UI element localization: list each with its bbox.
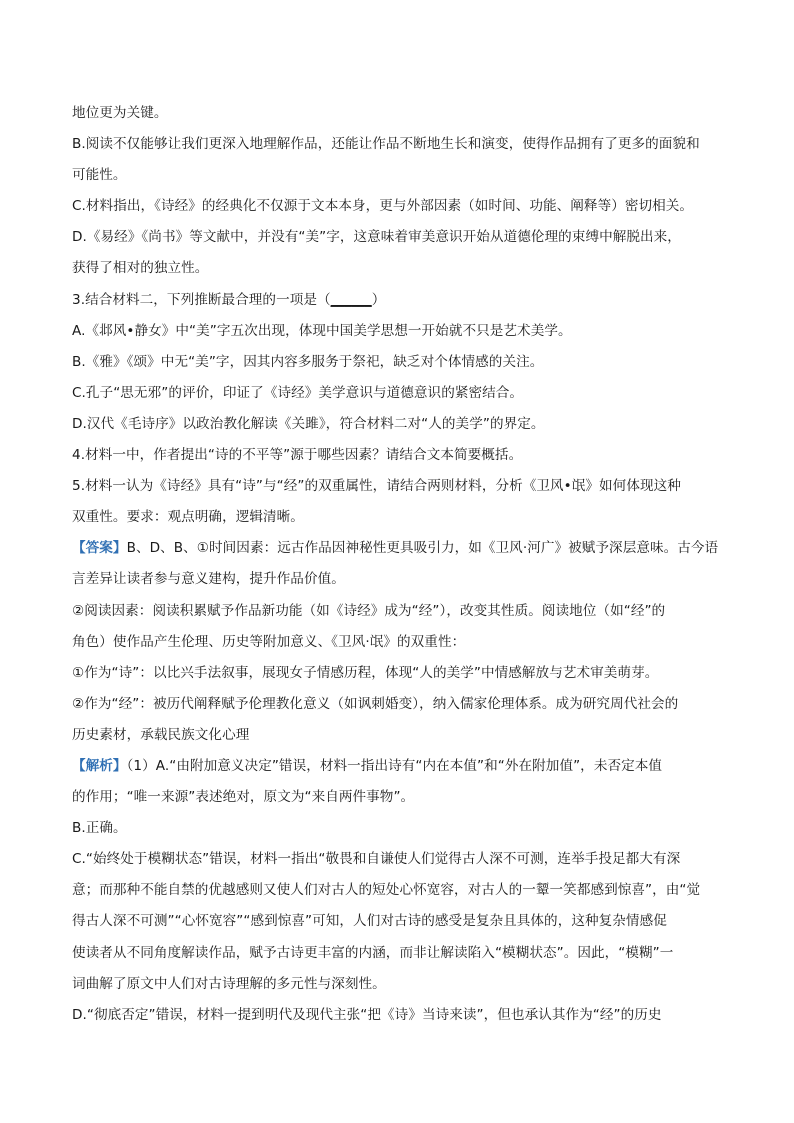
analysis-line: 的作用；“唯一来源”表述绝对，原文为“来自两件事物”。 (72, 789, 415, 806)
analysis-line: D.“彻底否定”错误，材料一提到明代及现代主张“把《诗》当诗来读”，但也承认其作为“经”的历史 (72, 1006, 662, 1023)
question-3 (72, 285, 722, 316)
option-b-line-2: 可能性。 (72, 167, 127, 184)
answer-line: 历史素材，承载民族文化心理 (72, 726, 250, 743)
analysis-line: 意；而那种不能自禁的优越感则又使人们对古人的短处心怀宽容，对古人的一颦一笑都感到惊喜”，由“觉 (72, 882, 701, 899)
option-b-line-1: B.阅读不仅能够让我们更深入地理解作品，还能让作品不断地生长和演变，使得作品拥有了更多的面貌和 (72, 136, 700, 153)
question-3-suffix: ） (371, 291, 386, 308)
question-3-prefix: 3.结合材料二，下列推断最合理的一项是（ (72, 291, 331, 308)
analysis-tag: 【解析】 (72, 757, 127, 774)
analysis-text: （1）A.“由附加意义决定”错误，材料一指出诗有“内在本值”和“外在附加值”，未否定本值 (126, 757, 663, 774)
answer-blank: ______ (330, 291, 372, 308)
answer-line: ②阅读因素：阅读积累赋予作品新功能（如《诗经》成为“经”），改变其性质。阅读地位（如“经”的 (72, 602, 666, 619)
option-d-line-1: D.《易经》《尚书》等文献中，并没有“美”字，这意味着审美意识开始从道德伦理的束缚中解脱出来， (72, 229, 681, 246)
answer-line: 角色）使作品产生伦理、历史等附加意义、《卫风·氓》的双重性： (72, 633, 466, 650)
analysis-line: 词曲解了原文中人们对古诗理解的多元性与深刻性。 (72, 975, 386, 992)
answer-tag: 【答案】 (72, 540, 127, 557)
analysis-line: 得古人深不可测”“心怀宽容”“感到惊喜”可知，人们对古诗的感受是复杂且具体的，这种复杂情感促 (72, 913, 667, 930)
analysis-line: 使读者从不同角度解读作品，赋予古诗更丰富的内涵，而非让解读陷入“模糊状态”。因此，“模糊”一 (72, 944, 674, 961)
option-c-line: C.材料指出，《诗经》的经典化不仅源于文本本身，更与外部因素（如时间、功能、阐释等）密切相关。 (72, 198, 694, 215)
question-5-line-2: 双重性。要求：观点明确，逻辑清晰。 (72, 509, 304, 526)
analysis-line-1 (72, 751, 722, 782)
answer-line-1 (72, 533, 722, 564)
q3-option-c: C.孔子“思无邪”的评价，印证了《诗经》美学意识与道德意识的紧密结合。 (72, 384, 524, 401)
q3-option-d: D.汉代《毛诗序》以政治教化解读《关雎》，符合材料二对“人的美学”的界定。 (72, 415, 545, 432)
answer-line: 言差异让读者参与意义建构，提升作品价值。 (72, 571, 345, 588)
text-line: 地位更为关键。 (72, 105, 168, 121)
answer-line: ②作为“经”：被历代阐释赋予伦理教化意义（如讽刺婚变），纳入儒家伦理体系。成为研究周代社会的 (72, 695, 679, 712)
question-5-line-1: 5.材料一认为《诗经》具有“诗”与“经”的双重属性，请结合两则材料，分析《卫风•氓》如何体现这种 (72, 478, 681, 495)
answer-text: B、D、B、①时间因素：远古作品因神秘性更具吸引力，如《卫风·河广》被赋予深层意味。古今语 (126, 540, 719, 557)
analysis-line: C.“始终处于模糊状态”错误，材料一指出“敬畏和自谦使人们觉得古人深不可测，连举手投足都大有深 (72, 851, 681, 868)
document-page (72, 98, 722, 1031)
q3-option-a: A.《邶风•静女》中“美”字五次出现，体现中国美学思想一开始就不只是艺术美学。 (72, 322, 572, 339)
answer-line: ①作为“诗”：以比兴手法叙事，展现女子情感历程，体现“人的美学”中情感解放与艺术审美萌芽。 (72, 664, 659, 681)
analysis-line: B.正确。 (72, 820, 127, 837)
q3-option-b: B.《雅》《颂》中无“美”字，因其内容多服务于祭祀，缺乏对个体情感的关注。 (72, 353, 544, 370)
question-4: 4.材料一中，作者提出“诗的不平等”源于哪些因素？请结合文本简要概括。 (72, 447, 523, 464)
option-d-line-2: 获得了相对的独立性。 (72, 260, 209, 277)
